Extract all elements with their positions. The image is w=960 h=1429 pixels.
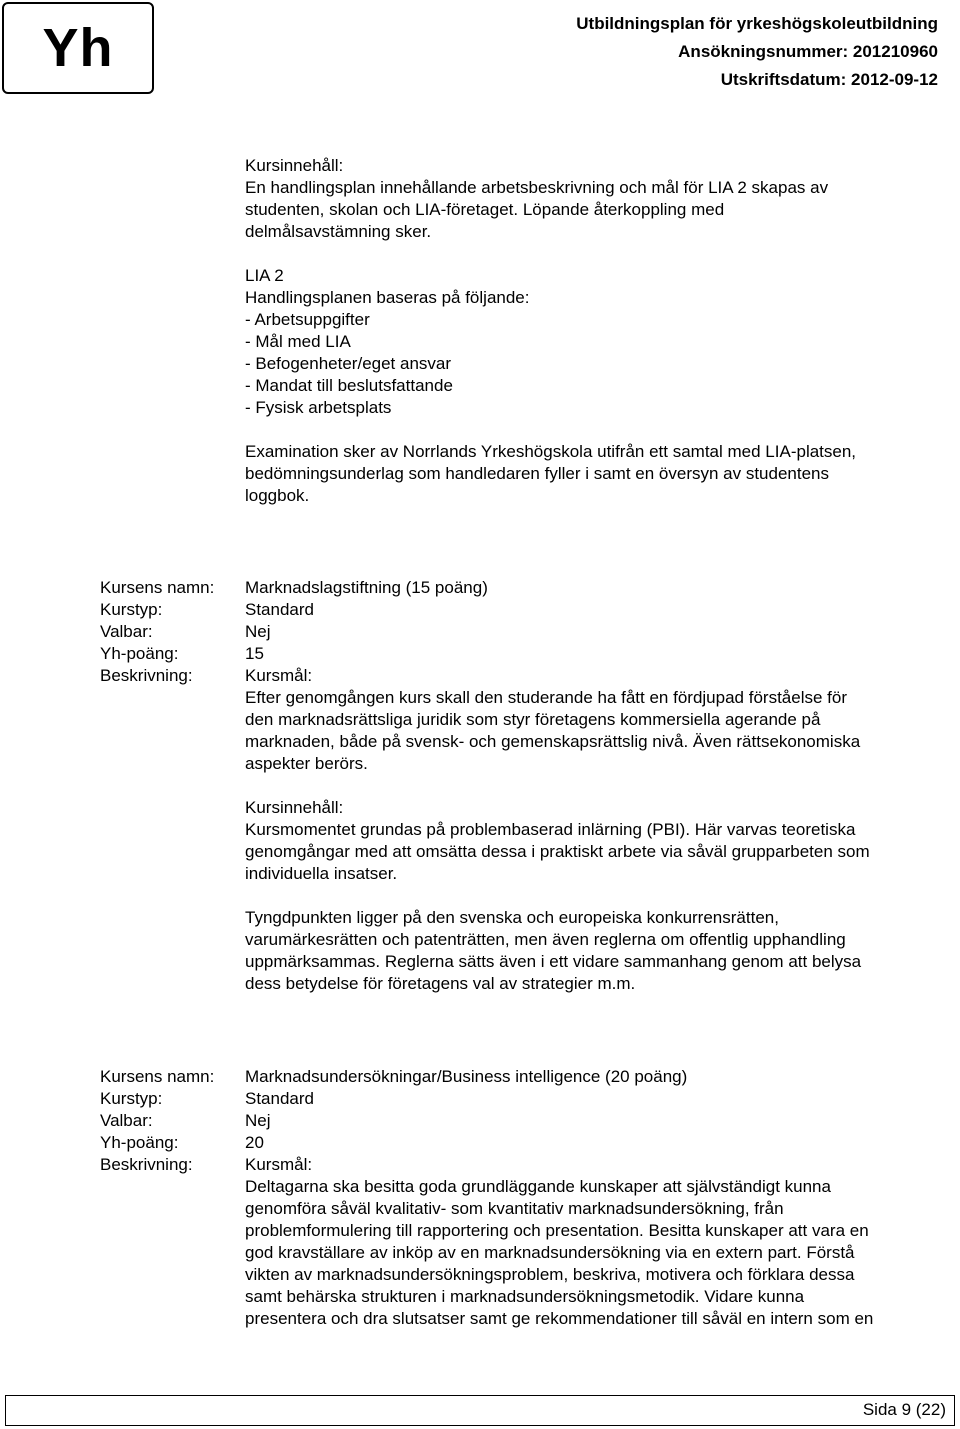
text-line: vikten av marknadsundersökningsproblem, beskriva, motivera och förklara dessa xyxy=(245,1265,855,1284)
course-name-label: Kursens namn: xyxy=(100,1067,215,1086)
page-number: Sida 9 (22) xyxy=(862,1400,946,1419)
text-line: uppmärksammas. Reglerna sätts även i ett vidare sammanhang genom att belysa xyxy=(245,952,862,971)
section-heading: Kursinnehåll: xyxy=(245,156,344,175)
text-line: studenten, skolan och LIA-företaget. Löpande återkoppling med xyxy=(245,200,725,219)
text-line: delmålsavstämning sker. xyxy=(245,222,432,241)
text-line: genomföra såväl kvalitativ- som kvantitativ marknadsundersökning, från xyxy=(245,1199,784,1218)
course-description xyxy=(245,687,960,995)
optional-label: Valbar: xyxy=(100,1111,153,1130)
course-marknadslagstiftning xyxy=(100,577,960,995)
text-line: presentera och dra slutsatser samt ge rekommendationer till såväl en intern som en xyxy=(245,1309,874,1328)
print-date: Utskriftsdatum: 2012-09-12 xyxy=(720,70,938,89)
points-label: Yh-poäng: xyxy=(100,644,179,663)
course-name-label: Kursens namn: xyxy=(100,578,215,597)
text-line: den marknadsrättsliga juridik som styr företagens kommersiella agerande på xyxy=(245,710,821,729)
course-type-label: Kurstyp: xyxy=(100,600,163,619)
text-line: bedömningsunderlag som handledaren fyller i samt en översyn av studentens xyxy=(245,464,830,483)
text-line: individuella insatser. xyxy=(245,864,398,883)
course-type-label: Kurstyp: xyxy=(100,1089,163,1108)
text-line: god kravställare av inköp av en marknadsundersökning via en extern part. Förstå xyxy=(245,1243,855,1262)
goals-heading: Kursmål: xyxy=(245,1155,313,1174)
text-line: Handlingsplanen baseras på följande: xyxy=(245,288,530,307)
text-line: samt behärska strukturen i marknadsundersökningsmetodik. Vidare kunna xyxy=(245,1287,805,1306)
text-line: loggbok. xyxy=(245,486,310,505)
list-item: - Fysisk arbetsplats xyxy=(245,398,392,417)
yh-logo: Yh xyxy=(2,2,154,94)
list-item: - Befogenheter/eget ansvar xyxy=(245,354,452,373)
course-name: Marknadslagstiftning (15 poäng) xyxy=(245,578,488,597)
text-line: dess betydelse för företagens val av strategier m.m. xyxy=(245,974,636,993)
text-line: Efter genomgången kurs skall den studerande ha fått en fördjupad förståelse för xyxy=(245,688,847,707)
list-item: - Arbetsuppgifter xyxy=(245,310,370,329)
text-line: Examination sker av Norrlands Yrkeshögskola utifrån ett samtal med LIA-platsen, xyxy=(245,442,857,461)
content-heading: Kursinnehåll: xyxy=(245,798,344,817)
optional-value: Nej xyxy=(245,1111,271,1130)
text-line: problemformulering till rapportering och presentation. Besitta kunskaper att vara en xyxy=(245,1221,869,1240)
goals-heading: Kursmål: xyxy=(245,666,313,685)
description-label: Beskrivning: xyxy=(100,666,193,685)
document-title: Utbildningsplan för yrkeshögskoleutbildning xyxy=(576,14,938,33)
page-footer xyxy=(5,1395,955,1426)
course-description xyxy=(245,1176,960,1330)
course-name: Marknadsundersökningar/Business intelligence (20 poäng) xyxy=(245,1067,688,1086)
text-line: Deltagarna ska besitta goda grundläggande kunskaper att självständigt kunna xyxy=(245,1177,831,1196)
points-value: 15 xyxy=(245,644,264,663)
points-value: 20 xyxy=(245,1133,264,1152)
text-line: marknaden, både på svensk- och gemenskapsrättslig nivå. Även rättsekonomiska xyxy=(245,732,861,751)
text-line: varumärkesrätten och patenträtten, men även reglerna om offentlig upphandling xyxy=(245,930,846,949)
application-number: Ansökningsnummer: 201210960 xyxy=(678,42,938,61)
text-line: genomgångar med att omsätta dessa i praktiskt arbete via såväl grupparbeten som xyxy=(245,842,870,861)
text-line: Tyngdpunkten ligger på den svenska och europeiska konkurrensrätten, xyxy=(245,908,779,927)
course-marknadsundersokningar xyxy=(100,1066,960,1330)
intro-section xyxy=(245,155,960,507)
document-header xyxy=(576,10,938,94)
course-type: Standard xyxy=(245,1089,314,1108)
optional-label: Valbar: xyxy=(100,622,153,641)
list-item: - Mål med LIA xyxy=(245,332,351,351)
course-type: Standard xyxy=(245,600,314,619)
description-label: Beskrivning: xyxy=(100,1155,193,1174)
list-item: - Mandat till beslutsfattande xyxy=(245,376,453,395)
text-line: Kursmomentet grundas på problembaserad inlärning (PBI). Här varvas teoretiska xyxy=(245,820,856,839)
text-line: aspekter berörs. xyxy=(245,754,368,773)
optional-value: Nej xyxy=(245,622,271,641)
text-line: En handlingsplan innehållande arbetsbeskrivning och mål för LIA 2 skapas av xyxy=(245,178,829,197)
points-label: Yh-poäng: xyxy=(100,1133,179,1152)
lia-title: LIA 2 xyxy=(245,266,284,285)
